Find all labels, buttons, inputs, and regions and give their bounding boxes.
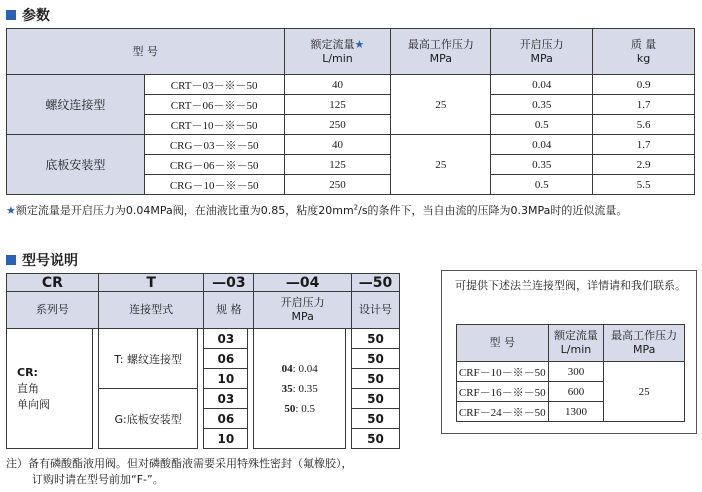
crack-cell: 0.04 — [491, 135, 593, 155]
size-option: 10 — [204, 429, 248, 449]
flow-cell: 40 — [284, 135, 391, 155]
header-model: 型 号 — [7, 29, 285, 75]
design-option: 50 — [352, 329, 400, 349]
size-option: 10 — [204, 369, 248, 389]
model-cell: CRG－03－※－50 — [144, 135, 284, 155]
flange-text: 可提供下述法兰连接型阀，详情请和我们联系。 — [455, 279, 686, 292]
flange-header-flow: 额定流量 L/min — [548, 325, 604, 362]
flange-header-row — [457, 325, 685, 362]
header-pressure: 最高工作压力 MPa — [391, 29, 491, 75]
section-square-icon — [6, 10, 16, 20]
crack-cell: 0.35 — [491, 95, 593, 115]
crack-cell: 0.5 — [491, 115, 593, 135]
code-crack: —04 — [254, 274, 352, 292]
model-cell: CRT－03－※－50 — [144, 75, 284, 95]
crack-cell: 0.5 — [491, 175, 593, 195]
pressure-cell: 25 — [391, 75, 491, 135]
note-line-2: 订购时请在型号前加“F-”。 — [32, 473, 164, 486]
flange-flow-cell: 1300 — [548, 402, 604, 422]
model-code-table — [6, 273, 400, 449]
params-table — [6, 28, 695, 195]
flange-model-cell: CRF－16－※－50 — [457, 382, 549, 402]
crack-cell: 0.35 — [491, 155, 593, 175]
crack-cell: 0.04 — [491, 75, 593, 95]
code-connection: T — [98, 274, 204, 292]
size-option: 06 — [204, 409, 248, 429]
mass-cell: 1.7 — [593, 135, 695, 155]
star-icon: ★ — [6, 204, 16, 217]
params-header-row — [7, 29, 695, 75]
model-cell: CRT－10－※－50 — [144, 115, 284, 135]
flow-cell: 125 — [284, 155, 391, 175]
label-connection: 连接型式 — [98, 292, 204, 329]
flange-flow-cell: 600 — [548, 382, 604, 402]
pressure-cell: 25 — [391, 135, 491, 195]
design-option: 50 — [352, 429, 400, 449]
design-option: 50 — [352, 369, 400, 389]
flange-model-cell: CRF－10－※－50 — [457, 362, 549, 382]
model-cell: CRG－06－※－50 — [144, 155, 284, 175]
label-series: 系列号 — [7, 292, 99, 329]
group-label: 底板安装型 — [7, 135, 145, 195]
flow-cell: 250 — [284, 175, 391, 195]
model-code-title: 型号说明 — [22, 253, 78, 269]
flow-cell: 250 — [284, 115, 391, 135]
size-option: 03 — [204, 389, 248, 409]
flange-header-model: 型 号 — [457, 325, 549, 362]
params-footnote: ★额定流量是开启压力为0.04MPa阀，在油液比重为0.85，粘度$20mm^2/s$的条件下，当自由流的压降为0.3MPa时的近似流量。 — [6, 203, 628, 217]
code-size: —03 — [204, 274, 254, 292]
flow-cell: 125 — [284, 95, 391, 115]
group-label: 螺纹连接型 — [7, 75, 145, 135]
size-option: 03 — [204, 329, 248, 349]
label-size: 规 格 — [204, 292, 254, 329]
flange-table — [456, 324, 685, 422]
flange-flow-cell: 300 — [548, 362, 604, 382]
conn-g-cell: G:底板安装型 — [98, 389, 198, 449]
design-option: 50 — [352, 409, 400, 429]
label-row — [7, 292, 400, 329]
mass-cell: 0.9 — [593, 75, 695, 95]
note-line-1: 注）备有磷酸酯液用阀。但对磷酸酯液需要采用特殊性密封（氟橡胶）， — [6, 457, 353, 470]
mass-cell: 5.5 — [593, 175, 695, 195]
label-design: 设计号 — [352, 292, 400, 329]
model-cell: CRT－06－※－50 — [144, 95, 284, 115]
mass-cell: 1.7 — [593, 95, 695, 115]
table-row — [7, 135, 695, 155]
model-cell: CRG－10－※－50 — [144, 175, 284, 195]
design-option: 50 — [352, 349, 400, 369]
model-code-section-title — [6, 250, 78, 270]
section-square-icon — [6, 255, 16, 265]
flange-pressure-cell: 25 — [604, 362, 685, 422]
code-series: CR — [7, 274, 99, 292]
star-icon: ★ — [354, 37, 365, 51]
flange-header-pressure: 最高工作压力 MPa — [604, 325, 685, 362]
header-mass: 质 量 kg — [593, 29, 695, 75]
mass-cell: 5.6 — [593, 115, 695, 135]
params-title: 参数 — [22, 8, 50, 24]
table-row — [7, 75, 695, 95]
header-flow: 额定流量★ L/min — [284, 29, 391, 75]
params-section-title — [6, 5, 50, 25]
code-row — [7, 274, 400, 292]
mass-cell: 2.9 — [593, 155, 695, 175]
series-desc-cell: CR: 直角 单向阀 — [7, 329, 93, 449]
flow-cell: 40 — [284, 75, 391, 95]
conn-t-cell: T: 螺纹连接型 — [98, 329, 198, 389]
table-row — [457, 362, 685, 382]
bottom-note — [6, 456, 353, 488]
flange-model-cell: CRF－24－※－50 — [457, 402, 549, 422]
size-option: 06 — [204, 349, 248, 369]
crack-options-cell: 04: 0.04 35: 0.35 50: 0.5 — [254, 329, 346, 449]
design-option: 50 — [352, 389, 400, 409]
code-design: —50 — [352, 274, 400, 292]
label-crack: 开启压力 MPa — [254, 292, 352, 329]
header-crack: 开启压力 MPa — [491, 29, 593, 75]
